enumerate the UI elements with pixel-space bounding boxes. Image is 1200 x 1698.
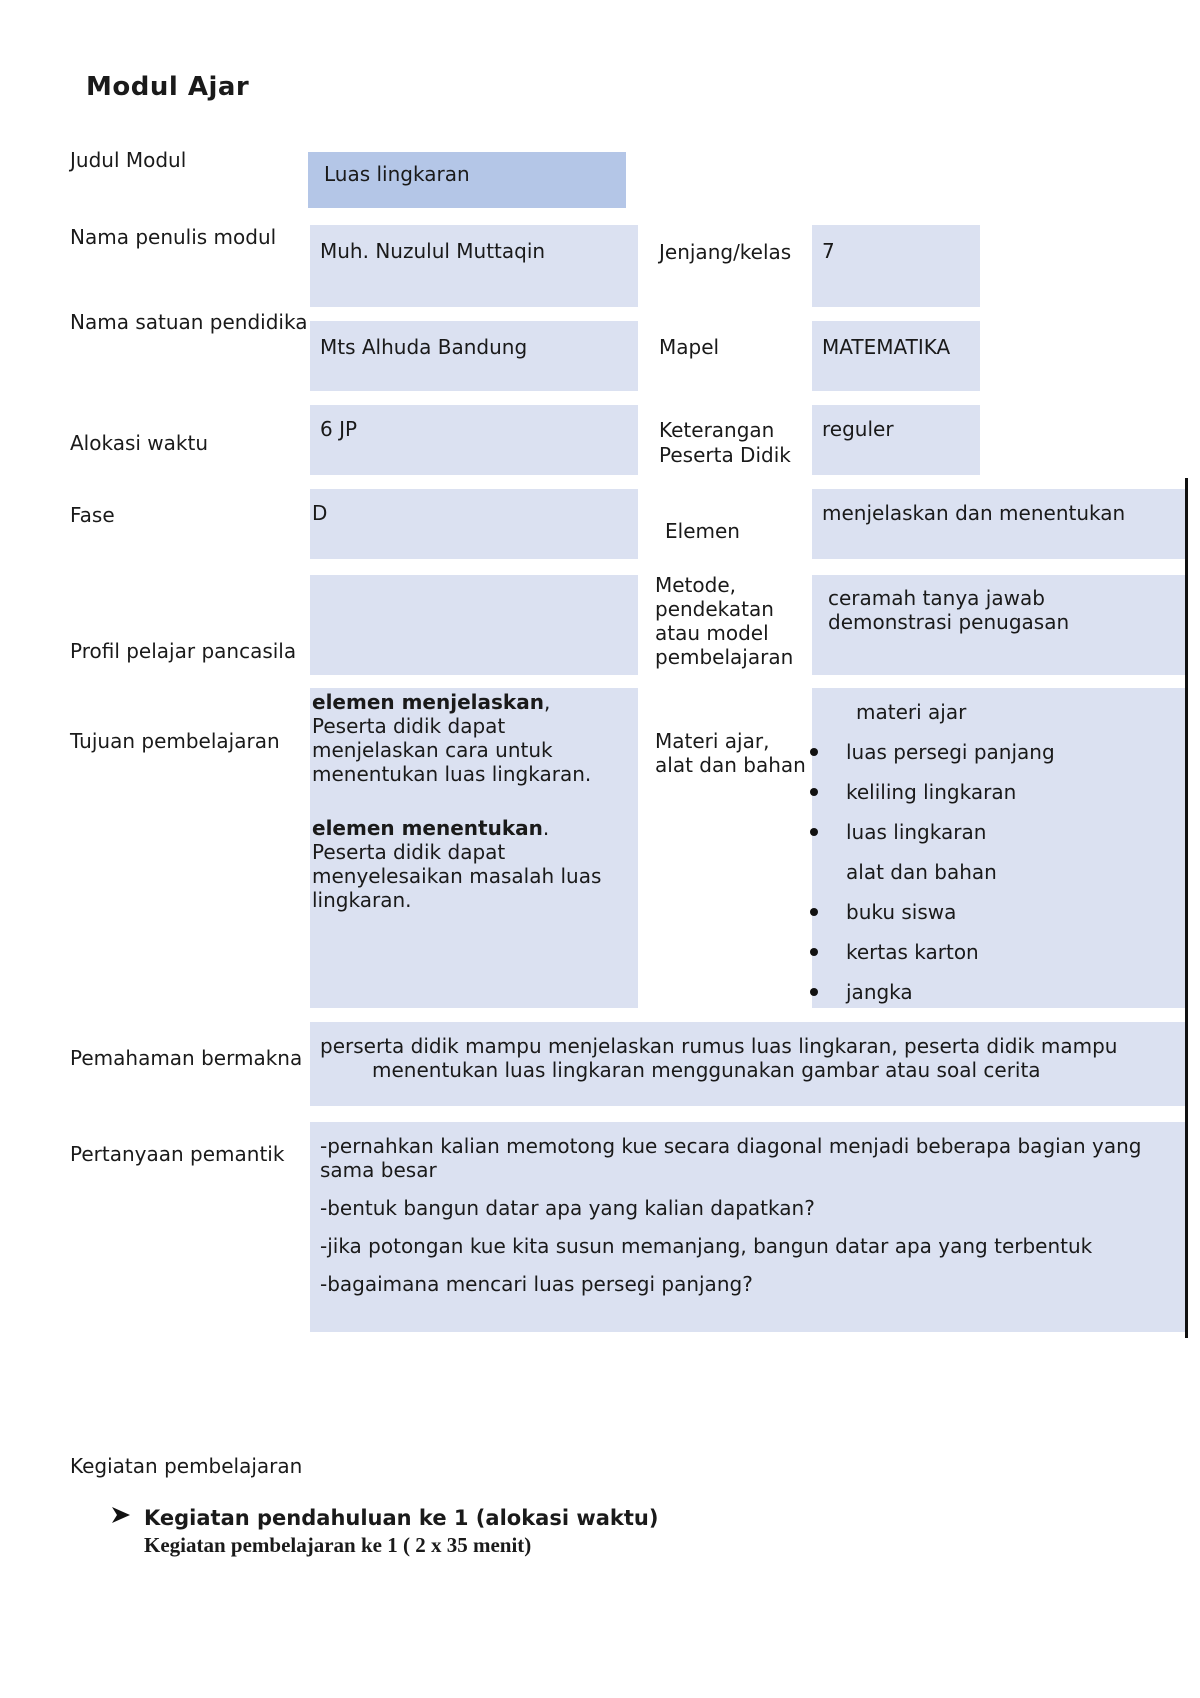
label-metode-line: pembelajaran [655, 645, 794, 669]
tujuan-paragraph-2 [312, 816, 622, 912]
page-title: Modul Ajar [86, 72, 250, 102]
pertanyaan-field [310, 1122, 1185, 1332]
judul-modul-value: Luas lingkaran [324, 162, 470, 186]
list-item: buku siswa [810, 892, 1170, 932]
satuan-value: Mts Alhuda Bandung [320, 335, 528, 359]
keterangan-value: reguler [822, 417, 894, 441]
bullet-icon [810, 948, 818, 956]
tujuan-bold-2: elemen menentukan [312, 816, 543, 840]
label-judul-modul: Judul Modul [70, 148, 187, 172]
materi-heading: materi ajar [856, 700, 967, 724]
pertanyaan-list [320, 1134, 1170, 1310]
list-item: jangka [810, 972, 1170, 1012]
fase-value: D [312, 501, 328, 525]
label-materi-1: Materi ajar, [655, 729, 770, 753]
pertanyaan-item: -bagaimana mencari luas persegi panjang? [320, 1272, 753, 1296]
label-keterangan-2: Peserta Didik [659, 443, 791, 467]
label-elemen: Elemen [665, 519, 740, 543]
elemen-value: menjelaskan dan menentukan [822, 501, 1126, 525]
tujuan-bold-1: elemen menjelaskan [312, 690, 544, 714]
label-mapel: Mapel [659, 335, 720, 359]
kegiatan-item-1 [110, 1505, 658, 1530]
label-keterangan-1: Keterangan [659, 418, 775, 442]
keterangan-field [812, 405, 980, 475]
pemahaman-field [310, 1022, 1185, 1106]
satuan-field [310, 321, 638, 391]
table-right-border [1185, 478, 1188, 1338]
judul-modul-field [308, 152, 626, 208]
label-pemahaman: Pemahaman bermakna [70, 1046, 303, 1070]
list-item: luas persegi panjang [810, 732, 1170, 772]
label-metode-line: atau model [655, 621, 769, 645]
mapel-field [812, 321, 980, 391]
label-nama-satuan: Nama satuan pendidika [70, 310, 308, 334]
kegiatan-heading: Kegiatan pembelajaran [70, 1454, 303, 1478]
tujuan-paragraph-1 [312, 690, 622, 786]
bullet-icon [810, 908, 818, 916]
label-metode-line: Metode, [655, 573, 736, 597]
pertanyaan-item: -pernahkan kalian memotong kue secara diagonal menjadi beberapa bagian yang sama besar [320, 1134, 1142, 1182]
materi-field [812, 688, 1185, 1008]
label-profil: Profil pelajar pancasila [70, 639, 297, 663]
pemahaman-line-1: perserta didik mampu menjelaskan rumus luas lingkaran, peserta didik mampu [320, 1034, 1118, 1058]
label-nama-penulis: Nama penulis modul [70, 225, 277, 249]
metode-value-2: demonstrasi penugasan [828, 610, 1070, 634]
mapel-value: MATEMATIKA [822, 335, 951, 359]
materi-items [810, 732, 1170, 852]
penulis-value: Muh. Nuzulul Muttaqin [320, 239, 546, 263]
alokasi-field [310, 405, 638, 475]
label-metode [655, 573, 793, 669]
jenjang-field [812, 225, 980, 307]
jenjang-value: 7 [822, 239, 835, 263]
list-item: keliling lingkaran [810, 772, 1170, 812]
kegiatan-item-2: Kegiatan pembelajaran ke 1 ( 2 x 35 menit) [144, 1533, 532, 1557]
fase-field [310, 489, 638, 559]
label-metode-line: pendekatan [655, 597, 774, 621]
label-materi-2: alat dan bahan [655, 753, 806, 777]
metode-value-1: ceramah tanya jawab [828, 586, 1045, 610]
label-pertanyaan: Pertanyaan pemantik [70, 1142, 285, 1166]
bullet-icon [810, 988, 818, 996]
bullet-icon [810, 748, 818, 756]
tujuan-field [310, 688, 638, 1008]
elemen-field [812, 489, 1185, 559]
label-tujuan: Tujuan pembelajaran [70, 729, 280, 753]
tujuan-text-1: , Peserta didik dapat menjelaskan cara untuk menentukan luas lingkaran. [312, 690, 592, 786]
list-item: kertas karton [810, 932, 1170, 972]
pertanyaan-item: -bentuk bangun datar apa yang kalian dapatkan? [320, 1196, 815, 1220]
pertanyaan-item: -jika potongan kue kita susun memanjang, bangun datar apa yang terbentuk [320, 1234, 1093, 1258]
pemahaman-line-2: menentukan luas lingkaran menggunakan gambar atau soal cerita [372, 1058, 1041, 1082]
list-item: luas lingkaran [810, 812, 1170, 852]
label-alokasi-waktu: Alokasi waktu [70, 431, 209, 455]
arrow-bullet-icon [110, 1505, 144, 1530]
alokasi-value: 6 JP [320, 417, 358, 441]
label-jenjang: Jenjang/kelas [659, 240, 792, 264]
label-fase: Fase [70, 503, 115, 527]
alat-heading: alat dan bahan [846, 860, 997, 884]
alat-items [810, 892, 1170, 1012]
metode-field [812, 575, 1185, 675]
penulis-field [310, 225, 638, 307]
materi-list [810, 692, 1170, 1012]
bullet-icon [810, 788, 818, 796]
profil-field [310, 575, 638, 675]
tujuan-text-2: . Peserta didik dapat menyelesaikan masalah luas lingkaran. [312, 816, 602, 912]
kegiatan-item-1-text: Kegiatan pendahuluan ke 1 (alokasi waktu) [144, 1506, 659, 1530]
bullet-icon [810, 828, 818, 836]
